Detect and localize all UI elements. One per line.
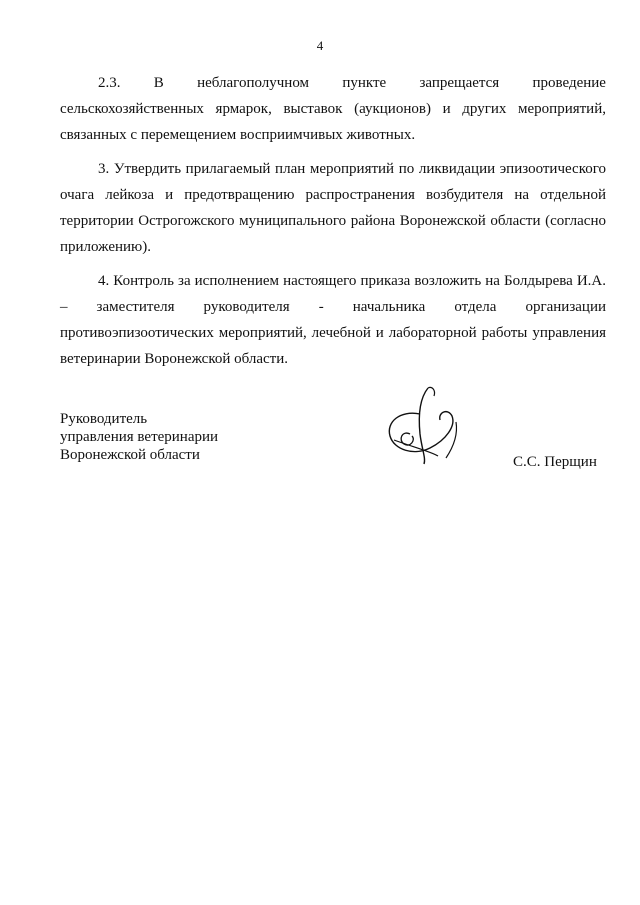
signatory-title-line-2: управления ветеринарии (60, 429, 219, 445)
signatory-title-line-3: Воронежской области (60, 447, 200, 463)
paragraph-2-3-first-line (60, 70, 606, 96)
paragraph-2-3-rest: сельскохозяйственных ярмарок, выставок (аукционов) и других мероприятий, связанных с перемещением восприимчивых животных. (60, 101, 606, 143)
paragraph-4: 4. Контроль за исполнением настоящего приказа возложить на Болдырева И.А. – заместителя руководителя - начальника отдела организации противоэпизоотических мероприятий, лечебной и лабораторной работы управления ветеринарии Воронежской области. (60, 273, 606, 367)
word: 2.3. (98, 75, 121, 91)
signatory-title (60, 410, 218, 464)
word: В (153, 75, 164, 91)
page-number: 4 (316, 38, 324, 53)
document-body (60, 70, 606, 372)
signatory-name: С.С. Перщин (513, 454, 597, 470)
word: запрещается (419, 75, 500, 91)
signatory-title-line-1: Руководитель (60, 411, 148, 427)
word: пункте (342, 75, 387, 91)
word: проведение (532, 75, 606, 91)
paragraph-2-3 (60, 70, 606, 148)
handwritten-signature (380, 384, 470, 466)
paragraph-3: 3. Утвердить прилагаемый план мероприятий по ликвидации эпизоотического очага лейкоза и предотвращению распространения возбудителя на отдельной территории Острогожского муниципального района Воронежской области (согласно приложению). (60, 161, 606, 255)
word: неблагополучном (197, 75, 310, 91)
